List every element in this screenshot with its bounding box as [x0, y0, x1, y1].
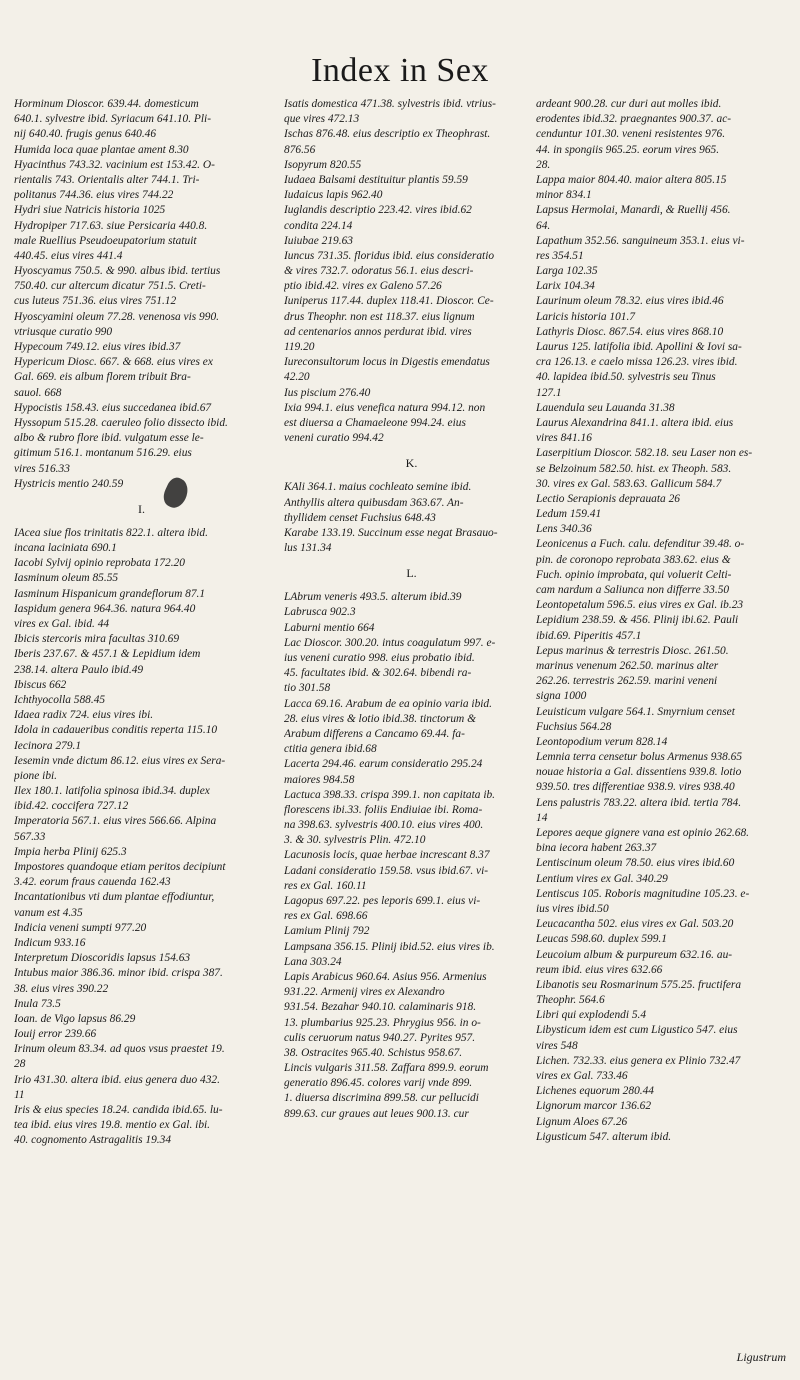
index-entry-line: Ixia 994.1. eius venefica natura 994.12. non: [284, 401, 486, 414]
index-entry-line: Leuisticum vulgare 564.1. Smyrnium censet: [536, 705, 735, 718]
index-entry-line: Hypericum Diosc. 667. & 668. eius vires ex: [14, 356, 213, 369]
index-entry-line: Hypecoum 749.12. eius vires ibid.37: [14, 341, 181, 353]
index-entry-line: Lemnia terra censetur bolus Armenus 938.65: [536, 751, 743, 764]
index-entry-line: Lac Dioscor. 300.20. intus coagulatum 997. e-: [284, 636, 496, 649]
index-entry-line: nouae historia a Gal. dissentiens 939.8. lotio: [536, 766, 742, 779]
index-entry-line: cus luteus 751.36. eius vires 751.12: [14, 295, 177, 308]
index-entry-line: Ledum 159.41: [536, 508, 602, 521]
index-column-1: [14, 97, 269, 1149]
section-letter: L.: [406, 566, 417, 581]
index-entry-line: incana laciniata 690.1: [14, 542, 117, 555]
index-entry-line: Intubus maior 386.36. minor ibid. crispa 387.: [14, 967, 223, 980]
index-entry-line: Lauendula seu Lauanda 31.38: [536, 401, 675, 414]
index-entry-line: 640.1. sylvestre ibid. Syriacum 641.10. Pli-: [14, 113, 211, 126]
index-entry-line: Iureconsultorum locus in Digestis emendatus: [284, 356, 490, 369]
index-entry-line: na 398.63. sylvestris 400.10. eius vires 400.: [284, 819, 484, 832]
index-entry-line: Lapis Arabicus 960.64. Asius 956. Armenius: [284, 970, 487, 983]
index-entry-line: lus 131.34: [284, 542, 332, 555]
index-entry-line: Iuglandis descriptio 223.42. vires ibid.62: [284, 204, 472, 217]
index-entry-line: Incantationibus vti dum plantae effodiuntur,: [14, 891, 215, 904]
index-entry-line: ibid.42. coccifera 727.12: [14, 800, 129, 813]
index-entry-line: res 354.51: [536, 249, 584, 262]
index-entry-line: Ibiscus 662: [14, 678, 67, 691]
index-column-2: [284, 97, 539, 1122]
index-entry-line: 40. cognomento Astragalitis 19.34: [14, 1134, 172, 1147]
index-entry-line: vanum est 4.35: [14, 906, 83, 919]
index-entry-line: ad centenarios annos perdurat ibid. vires: [284, 325, 472, 338]
index-entry-line: 28. eius vires & lotio ibid.38. tinctorum &: [284, 712, 476, 725]
index-entry-line: Fuchsius 564.28: [536, 720, 612, 733]
index-entry-line: Larix 104.34: [536, 280, 595, 293]
index-entry-line: Humida loca quae plantae ament 8.30: [14, 143, 189, 156]
index-entry-line: Ligusticum 547. alterum ibid.: [536, 1130, 672, 1143]
index-entry-line: Iuiubae 219.63: [284, 234, 353, 247]
index-entry-line: Hyacinthus 743.32. vacinium est 153.42. O-: [14, 158, 215, 171]
index-entry-line: Isatis domestica 471.38. sylvestris ibid. vtrius-: [284, 98, 496, 110]
index-entry-line: 3.42. eorum fraus cauenda 162.43: [14, 876, 171, 889]
index-entry-line: Impia herba Plinij 625.3: [14, 845, 127, 858]
index-entry-line: 64.: [536, 219, 551, 232]
index-entry-line: Lepidium 238.59. & 456. Plinij ibi.62. Pauli: [536, 614, 739, 627]
index-entry-line: Hyoscyamini oleum 77.28. venenosa vis 990.: [14, 310, 219, 323]
index-entry-line: vires ex Gal. 733.46: [536, 1070, 628, 1082]
index-entry-line: Libanotis seu Rosmarinum 575.25. fructifera: [536, 978, 742, 991]
section-letter: I.: [138, 501, 145, 516]
index-entry-line: vires ex Gal. ibid. 44: [14, 618, 110, 630]
index-entry-line: Lepus marinus & terrestris Diosc. 261.50.: [536, 644, 729, 657]
index-entry-line: veneni curatio 994.42: [284, 432, 384, 445]
index-entry-line: Laburni mentio 664: [284, 621, 375, 634]
index-entry-line: Ichthyocolla 588.45: [14, 693, 106, 706]
index-entry-line: Iuniperus 117.44. duplex 118.41. Dioscor. Ce-: [284, 295, 494, 308]
index-entry-line: maiores 984.58: [284, 773, 355, 786]
index-entry-line: minor 834.1: [536, 189, 592, 202]
index-entry-line: que vires 472.13: [284, 113, 360, 126]
index-entry-line: sauol. 668: [14, 386, 62, 399]
index-entry-line: florescens ibi.33. foliis Endiuiae ibi. Roma-: [284, 803, 483, 816]
index-entry-line: Lamium Plinij 792: [284, 925, 370, 938]
index-entry-line: tea ibid. eius vires 19.8. mentio ex Gal. ibi.: [14, 1119, 211, 1132]
index-entry-line: Iuncus 731.35. floridus ibid. eius consideratio: [284, 249, 495, 262]
index-entry-line: Ilex 180.1. latifolia spinosa ibid.34. duplex: [14, 785, 210, 798]
index-entry-line: 238.14. altera Paulo ibid.49: [14, 663, 144, 676]
index-entry-line: Laricis historia 101.7: [536, 310, 636, 323]
index-entry-line: Gal. 669. eis album florem tribuit Bra-: [14, 371, 191, 384]
index-entry-line: est diuersa a Chamaeleone 994.24. eius: [284, 416, 466, 429]
index-entry-line: Ius piscium 276.40: [284, 386, 371, 399]
index-entry-line: KAli 364.1. maius cochleato semine ibid.: [284, 481, 472, 494]
index-entry-line: Iecinora 279.1: [14, 739, 82, 752]
index-entry-line: Laurus Alexandrina 841.1. altera ibid. eius: [536, 416, 734, 429]
index-entry-line: Isopyrum 820.55: [284, 158, 362, 171]
index-column-3: [536, 97, 794, 1145]
index-entry-line: 3. & 30. sylvestris Plin. 472.10: [284, 834, 426, 847]
index-entry-line: 931.54. Bezahar 940.10. calaminaris 918.: [284, 1001, 477, 1014]
index-entry-line: Impostores quandoque etiam peritos decipiunt: [14, 861, 226, 873]
index-entry-line: 14: [536, 811, 548, 824]
index-entry-line: Lentiscus 105. Roboris magnitudine 105.23. e-: [536, 887, 750, 900]
index-entry-line: vires 516.33: [14, 462, 70, 475]
index-entry-line: Lepores aeque gignere vana est opinio 262.68.: [536, 827, 750, 839]
index-entry-line: Leucas 598.60. duplex 599.1: [536, 933, 667, 946]
index-entry-line: Laurus 125. latifolia ibid. Apollini & Iovi sa-: [536, 341, 742, 353]
index-entry-line: pione ibi.: [14, 769, 58, 782]
index-entry-line: 38. Ostracites 965.40. Schistus 958.67.: [284, 1046, 463, 1059]
index-entry-line: Leucoium album & purpureum 632.16. au-: [536, 948, 733, 961]
index-entry-line: pin. de coronopo reprobata 383.62. eius &: [536, 553, 731, 566]
index-entry-line: 30. vires ex Gal. 583.63. Gallicum 584.7: [536, 477, 722, 490]
index-entry-line: Iouij error 239.66: [14, 1028, 97, 1041]
index-entry-line: thyllidem censet Fuchsius 648.43: [284, 511, 436, 524]
index-entry-line: Fuch. opinio improbata, qui voluerit Celti-: [536, 568, 732, 581]
index-entry-line: Hyssopum 515.28. caeruleo folio dissecto ibid.: [14, 416, 228, 429]
index-entry-line: condita 224.14: [284, 219, 353, 232]
index-entry-line: Iudaea Balsami destituitur plantis 59.59: [284, 173, 468, 186]
index-entry-line: ius vires ibid.50: [536, 902, 609, 915]
index-entry-line: Lens palustris 783.22. altera ibid. tertia 784.: [536, 796, 742, 809]
index-entry-line: Inula 73.5: [14, 997, 61, 1010]
index-entry-line: LAbrum veneris 493.5. alterum ibid.39: [284, 591, 462, 604]
index-entry-line: cam nardum a Saliunca non differre 33.50: [536, 584, 730, 596]
index-entry-line: Ladani consideratio 159.58. vsus ibid.67. vi-: [284, 864, 489, 877]
index-entry-line: Irio 431.30. altera ibid. eius genera duo 432.: [14, 1073, 220, 1086]
index-entry-line: ptio ibid.42. vires ex Galeno 57.26: [284, 280, 442, 293]
index-entry-line: Irinum oleum 83.34. ad quos vsus praestet 19.: [14, 1043, 225, 1056]
index-entry-line: IAcea siue flos trinitatis 822.1. altera ibid.: [14, 526, 208, 539]
index-entry-line: 42.20: [284, 371, 310, 384]
index-entry-line: Theophr. 564.6: [536, 994, 605, 1007]
index-entry-line: 44. in spongiis 965.25. eorum vires 965.: [536, 143, 720, 156]
index-entry-line: Lens 340.36: [536, 523, 592, 536]
index-entry-line: signa 1000: [536, 690, 587, 703]
index-entry-line: Lichenes equorum 280.44: [536, 1085, 655, 1098]
index-entry-line: albo & rubro flore ibid. vulgatum esse le-: [14, 432, 204, 445]
catchword: Ligustrum: [736, 1350, 786, 1364]
index-entry-line: Hydropiper 717.63. siue Persicaria 440.8.: [14, 219, 208, 232]
index-entry-line: Lincis vulgaris 311.58. Zaffara 899.9. eorum: [284, 1062, 489, 1075]
index-entry-line: Iudaicus lapis 962.40: [284, 189, 383, 202]
index-entry-line: Anthyllis altera quibusdam 363.67. An-: [284, 496, 464, 509]
index-entry-line: 876.56: [284, 143, 316, 156]
index-entry-line: Karabe 133.19. Succinum esse negat Brasauo-: [284, 526, 498, 539]
index-entry-line: Lana 303.24: [284, 955, 342, 968]
index-entry-line: Lentium vires ex Gal. 340.29: [536, 872, 668, 885]
index-entry-line: bina iecora habent 263.37: [536, 842, 657, 855]
index-entry-line: Ibicis stercoris mira facultas 310.69: [14, 633, 180, 646]
index-entry-line: rientalis 743. Orientalis alter 744.1. Tri-: [14, 173, 200, 186]
index-entry-line: Lapathum 352.56. sanguineum 353.1. eius vi-: [536, 234, 745, 247]
index-entry-line: Larga 102.35: [536, 265, 598, 278]
index-entry-line: 28.: [536, 158, 551, 171]
index-entry-line: erodentes ibid.32. praegnantes 900.37. ac-: [536, 113, 732, 126]
index-entry-line: Arabum differens a Cancamo 69.44. fa-: [284, 727, 465, 740]
index-entry-line: cenduntur 101.30. veneni resistentes 976.: [536, 128, 726, 141]
index-entry-line: Lathyris Diosc. 867.54. eius vires 868.10: [536, 325, 724, 338]
index-entry-line: Lacunosis locis, quae herbae increscant 8.37: [284, 849, 490, 862]
index-entry-line: 262.26. terrestris 262.59. marini veneni: [536, 675, 718, 688]
index-entry-line: male Ruellius Pseudoeupatorium statuit: [14, 234, 197, 247]
index-entry-line: 567.33: [14, 830, 46, 843]
index-entry-line: 38. eius vires 390.22: [14, 982, 109, 995]
index-entry-line: Lichen. 732.33. eius genera ex Plinio 732.47: [536, 1054, 741, 1067]
index-entry-line: vires 841.16: [536, 432, 592, 445]
index-entry-line: Iberis 237.67. & 457.1 & Lepidium idem: [14, 648, 201, 661]
index-entry-line: Lacerta 294.46. earum consideratio 295.24: [284, 758, 483, 771]
index-entry-line: Leonicenus a Fuch. calu. defenditur 39.48. o-: [536, 538, 745, 551]
index-entry-line: Iris & eius species 18.24. candida ibid.65. lu-: [14, 1104, 223, 1116]
index-entry-line: Iasminum Hispanicum grandeflorum 87.1: [14, 587, 206, 600]
index-entry-line: 11: [14, 1088, 25, 1101]
index-entry-line: nij 640.40. frugis genus 640.46: [14, 128, 157, 141]
index-entry-line: Lignorum marcor 136.62: [536, 1100, 652, 1113]
index-entry-line: res ex Gal. 698.66: [284, 910, 368, 923]
index-entry-line: Ischas 876.48. eius descriptio ex Theophrast.: [284, 128, 491, 141]
section-letter: K.: [405, 456, 418, 471]
index-entry-line: generatio 896.45. colores varij vnde 899.: [284, 1077, 473, 1090]
index-entry-line: Lentiscinum oleum 78.50. eius vires ibid.60: [536, 857, 735, 870]
index-entry-line: Hydri siue Natricis historia 1025: [14, 204, 166, 217]
index-entry-line: Ioan. de Vigo lapsus 86.29: [14, 1012, 136, 1025]
index-entry-line: gitimum 516.1. montanum 516.29. eius: [14, 447, 192, 460]
index-entry-line: & vires 732.7. odoratus 56.1. eius descri-: [284, 265, 474, 278]
index-entry-line: Lampsana 356.15. Plinij ibid.52. eius vires ib.: [284, 940, 495, 953]
index-entry-line: Lacca 69.16. Arabum de ea opinio varia ibid.: [284, 697, 492, 710]
index-entry-line: Lapsus Hermolai, Manardi, & Ruellij 456.: [536, 204, 731, 217]
index-entry-line: ius veneni curatio 998. eius probatio ibid.: [284, 652, 475, 664]
index-entry-line: 40. lapidea ibid.50. sylvestris seu Tinus: [536, 371, 716, 384]
index-entry-line: Iasminum oleum 85.55: [14, 572, 119, 585]
index-entry-line: Laserpitium Dioscor. 582.18. seu Laser non es-: [536, 447, 753, 460]
index-entry-line: Libri qui explodendi 5.4: [536, 1009, 647, 1022]
index-entry-line: Lactuca 398.33. crispa 399.1. non capitata ib.: [284, 788, 496, 801]
index-entry-line: marinus venenum 262.50. marinus alter: [536, 659, 719, 672]
page-title: Index in Sex: [311, 52, 489, 89]
index-entry-line: Libysticum idem est cum Ligustico 547. eius: [536, 1024, 738, 1037]
index-entry-line: Labrusca 902.3: [284, 606, 356, 619]
index-entry-line: Laurinum oleum 78.32. eius vires ibid.46: [536, 295, 724, 308]
index-entry-line: Leontopodium verum 828.14: [536, 735, 668, 748]
index-entry-line: reum ibid. eius vires 632.66: [536, 963, 663, 976]
index-entry-line: 440.45. eius vires 441.4: [14, 249, 123, 262]
index-entry-line: 750.40. cur altercum dicatur 751.5. Creti-: [14, 280, 206, 293]
index-entry-line: Hyoscyamus 750.5. & 990. albus ibid. tertius: [14, 265, 221, 278]
index-entry-line: ardeant 900.28. cur duri aut molles ibid.: [536, 98, 722, 110]
index-entry-line: Leontopetalum 596.5. eius vires ex Gal. ib.23: [536, 599, 744, 612]
index-entry-line: Idola in cadaueribus conditis reperta 115.10: [14, 724, 218, 737]
index-entry-line: 899.63. cur graues aut leues 900.13. cur: [284, 1107, 469, 1120]
index-entry-line: politanus 744.36. eius vires 744.22: [14, 189, 174, 202]
index-entry-line: Imperatoria 567.1. eius vires 566.66. Alpina: [14, 815, 217, 828]
index-entry-line: 931.22. Armenij vires ex Alexandro: [284, 986, 445, 999]
index-entry-line: 119.20: [284, 341, 315, 353]
index-entry-line: tio 301.58: [284, 682, 331, 695]
index-entry-line: Horminum Dioscor. 639.44. domesticum: [14, 98, 199, 110]
index-entry-line: vtriusque curatio 990: [14, 325, 113, 338]
index-entry-line: Indicum 933.16: [14, 936, 86, 949]
index-entry-line: Iaspidum genera 964.36. natura 964.40: [14, 602, 196, 615]
index-entry-line: se Belzoinum 582.50. hist. ex Theoph. 583.: [536, 462, 732, 475]
index-entry-line: cra 126.13. e caelo missa 126.23. vires ibid.: [536, 356, 738, 369]
index-entry-line: Idaea radix 724. eius vires ibi.: [14, 709, 154, 722]
index-entry-line: 13. plumbarius 925.23. Phrygius 956. in o-: [284, 1016, 481, 1029]
index-entry-line: 45. facultates ibid. & 302.64. bibendi ra-: [284, 667, 472, 680]
index-entry-line: 127.1: [536, 386, 562, 399]
index-entry-line: Leucacantha 502. eius vires ex Gal. 503.20: [536, 918, 734, 931]
index-entry-line: Interpretum Dioscoridis lapsus 154.63: [14, 952, 191, 965]
index-entry-line: Hystricis mentio 240.59: [14, 477, 124, 490]
index-entry-line: Lectio Serapionis deprauata 26: [536, 492, 680, 505]
index-entry-line: res ex Gal. 160.11: [284, 879, 367, 892]
index-entry-line: Indicia veneni sumpti 977.20: [14, 921, 147, 934]
index-entry-line: 28: [14, 1058, 26, 1071]
index-entry-line: Hypocistis 158.43. eius succedanea ibid.67: [14, 401, 212, 414]
index-entry-line: vires 548: [536, 1039, 578, 1052]
index-entry-line: 1. diuersa discrimina 899.58. cur pellucidi: [284, 1092, 479, 1105]
index-entry-line: drus Theophr. non est 118.37. eius lignum: [284, 310, 475, 323]
index-entry-line: Lappa maior 804.40. maior altera 805.15: [536, 173, 727, 186]
index-entry-line: Iacobi Sylvij opinio reprobata 172.20: [14, 557, 185, 570]
index-entry-line: Lignum Aloes 67.26: [536, 1115, 628, 1128]
index-entry-line: Lagopus 697.22. pes leporis 699.1. eius vi-: [284, 895, 481, 907]
index-entry-line: Iesemin vnde dictum 86.12. eius vires ex Sera-: [14, 754, 226, 767]
index-entry-line: culis ceruorum natus 940.27. Pyrites 957.: [284, 1031, 476, 1044]
index-entry-line: 939.50. tres differentiae 938.9. vires 938.40: [536, 781, 735, 794]
index-entry-line: ctitia genera ibid.68: [284, 743, 377, 756]
index-entry-line: ibid.69. Piperitis 457.1: [536, 629, 642, 642]
